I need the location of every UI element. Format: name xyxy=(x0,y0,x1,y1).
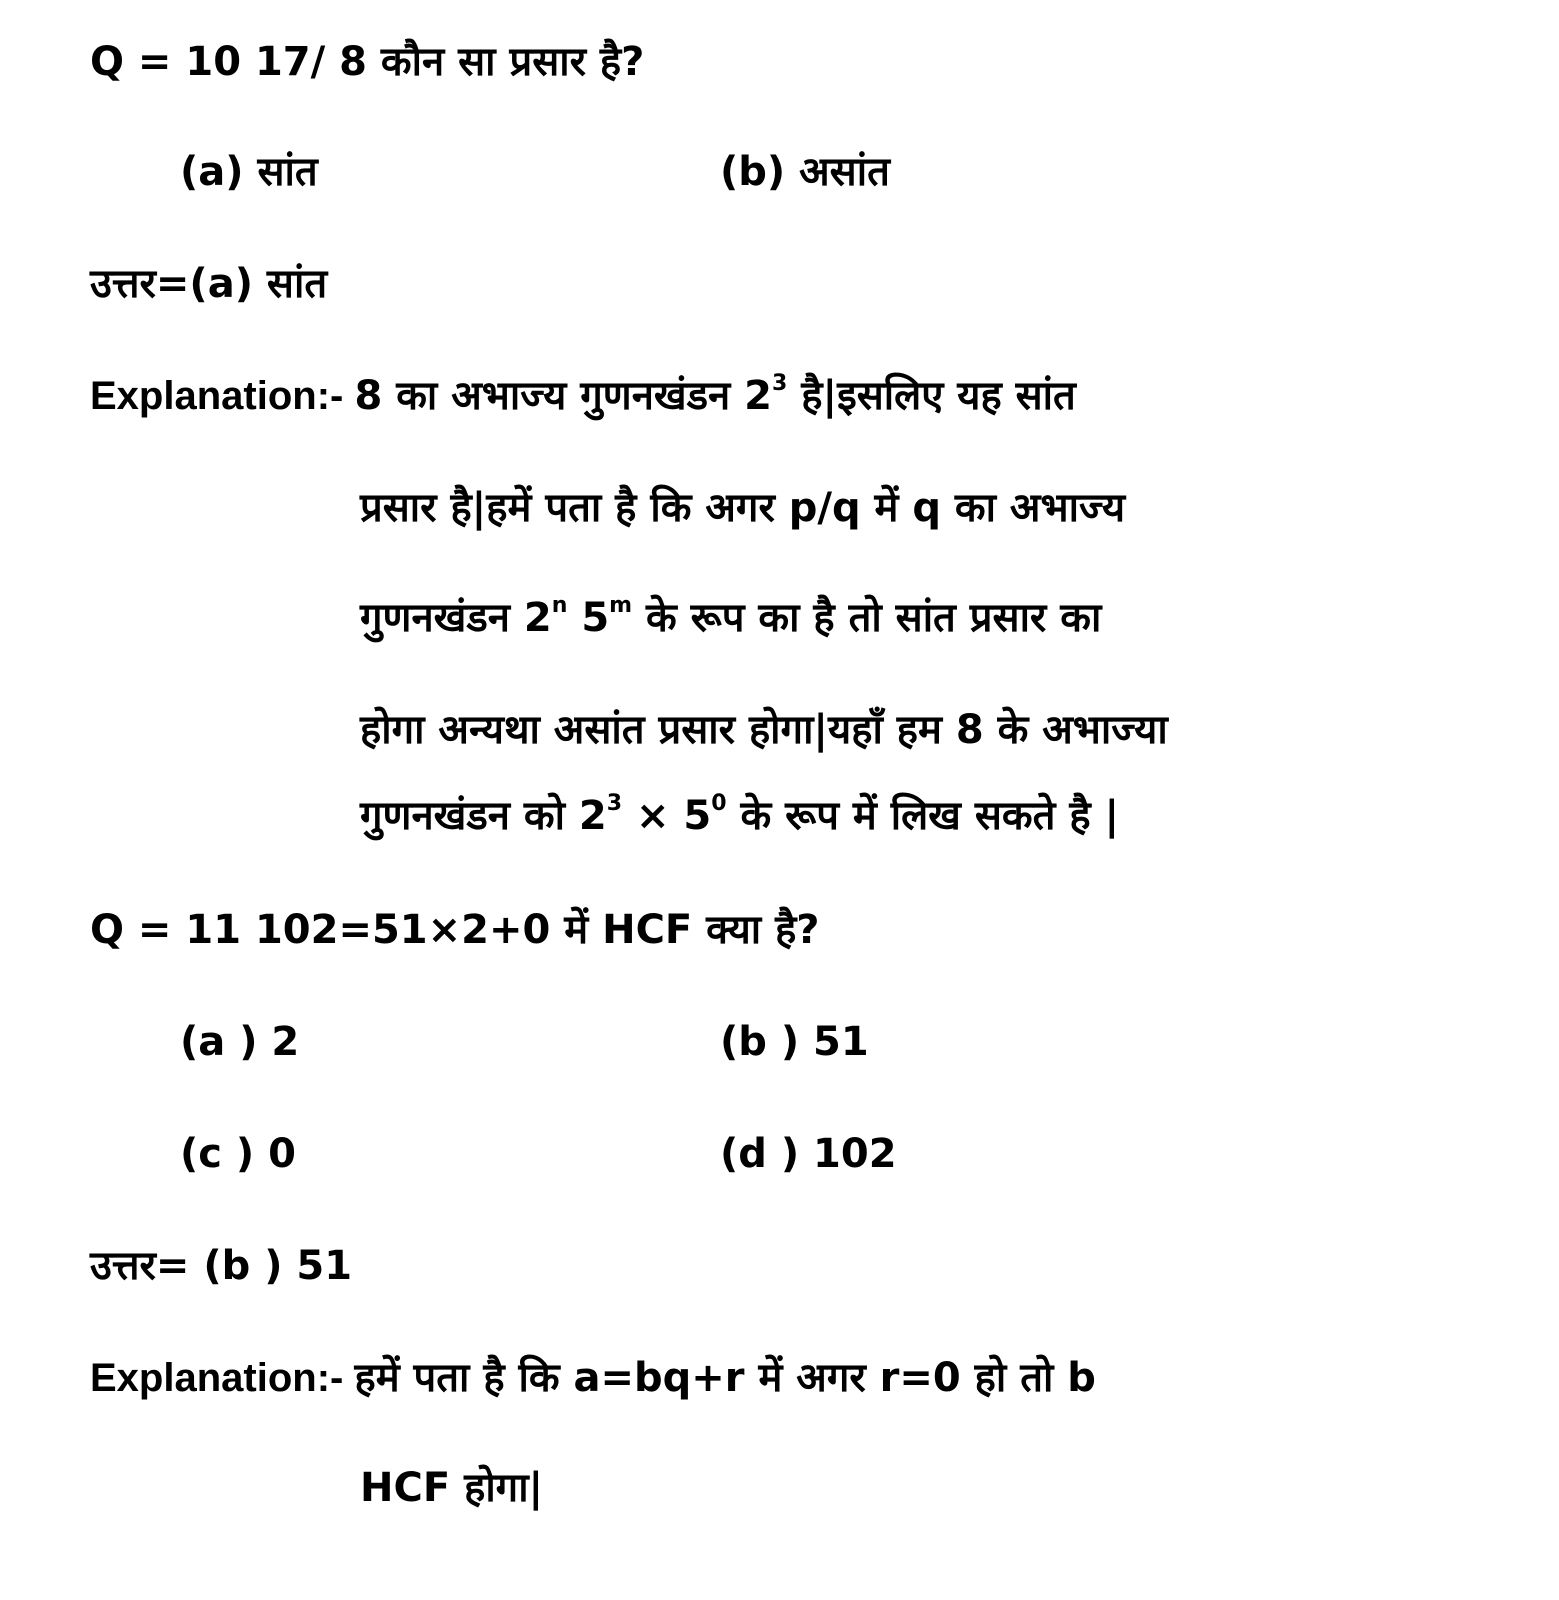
explanation-text: के रूप का है तो सांत प्रसार का xyxy=(632,595,1102,641)
q11-option-d: (d ) 102 xyxy=(720,1131,897,1177)
q11-option-a: (a ) 2 xyxy=(180,1019,300,1065)
q10-explanation-line-3 xyxy=(360,593,1102,641)
explanation-text: गुणनखंडन 2 xyxy=(360,595,552,641)
exponent: 3 xyxy=(606,791,623,817)
q10-option-b: (b) असांत xyxy=(720,149,890,195)
explanation-text: के रूप में लिख सकते है | xyxy=(726,793,1120,839)
explanation-text: हमें पता है कि a=bq+r में अगर r=0 हो तो b xyxy=(354,1355,1096,1401)
explanation-text: गुणनखंडन को 2 xyxy=(360,793,607,839)
explanation-label: Explanation:- xyxy=(90,374,355,418)
exponent: 0 xyxy=(711,791,727,817)
exponent: m xyxy=(609,593,633,619)
q10-explanation-line-5 xyxy=(360,791,1120,839)
q11-question: Q = 11 102=51×2+0 में HCF क्या है? xyxy=(90,907,820,953)
explanation-text: है|इसलिए यह सांत xyxy=(787,373,1076,419)
q11-explanation-line-2: HCF होगा| xyxy=(360,1465,544,1511)
q10-explanation-line-2: प्रसार है|हमें पता है कि अगर p/q में q का अभाज्य xyxy=(360,485,1126,531)
q10-answer: उत्तर=(a) सांत xyxy=(90,261,328,307)
q11-explanation-line-1 xyxy=(90,1355,1096,1401)
explanation-text: 8 का अभाज्य गुणनखंडन 2 xyxy=(354,373,772,419)
explanation-text: 5 xyxy=(567,595,610,641)
explanation-label: Explanation:- xyxy=(90,1356,355,1400)
q10-option-a: (a) सांत xyxy=(180,149,318,195)
q11-answer: उत्तर= (b ) 51 xyxy=(90,1243,353,1289)
explanation-text: × 5 xyxy=(622,793,712,839)
q10-explanation-line-4: होगा अन्यथा असांत प्रसार होगा|यहाँ हम 8 के अभाज्या xyxy=(360,707,1168,753)
exponent: n xyxy=(551,593,568,619)
q10-question: Q = 10 17/ 8 कौन सा प्रसार है? xyxy=(90,39,645,85)
exponent: 3 xyxy=(771,371,788,397)
q10-explanation-line-1 xyxy=(90,371,1076,419)
q11-option-b: (b ) 51 xyxy=(720,1019,869,1065)
q11-option-c: (c ) 0 xyxy=(180,1131,296,1177)
